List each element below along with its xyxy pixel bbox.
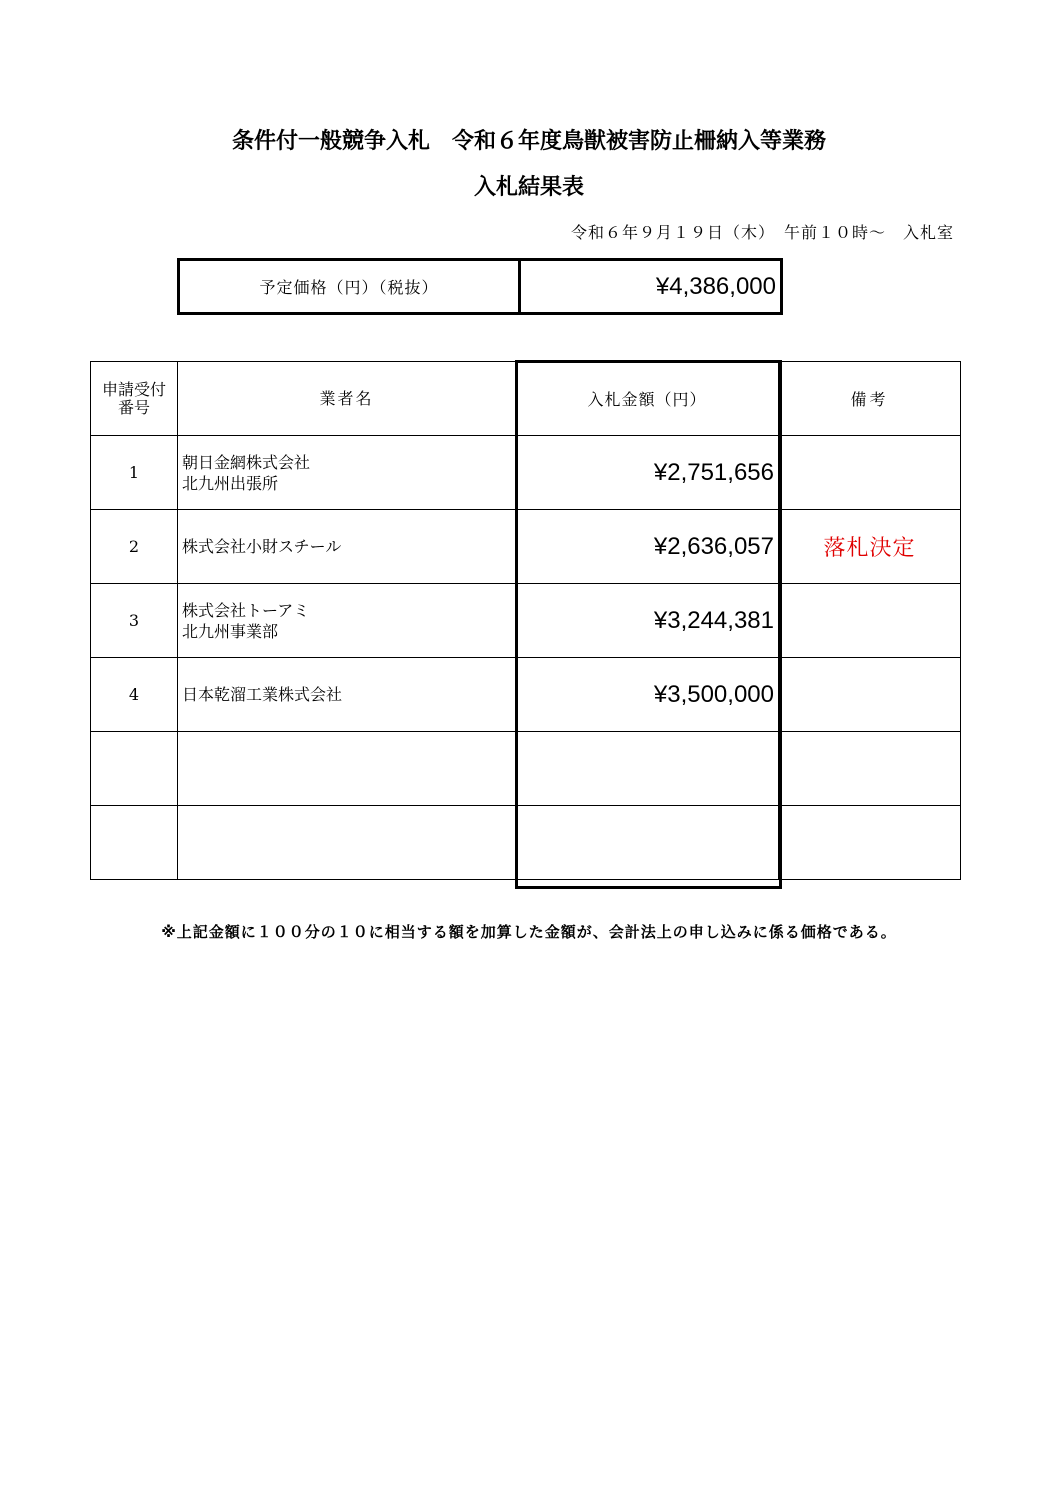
company-name: 株式会社トーアミ xyxy=(182,600,310,620)
row-company xyxy=(178,658,516,732)
header-number xyxy=(91,362,178,436)
header-amount: 入札金額（円） xyxy=(516,362,779,436)
table-row xyxy=(91,510,961,584)
document-subtitle: 入札結果表 xyxy=(473,175,584,200)
table-row xyxy=(91,436,961,510)
table-header-row xyxy=(91,362,961,436)
row-amount: ¥2,751,656 xyxy=(516,436,779,510)
row-remark xyxy=(779,658,961,732)
row-number: 2 xyxy=(91,510,178,584)
bid-results-table xyxy=(90,361,961,880)
empty-cell xyxy=(516,806,779,880)
company-branch: 北九州出張所 xyxy=(182,473,279,493)
header-number-line1: 申請受付 xyxy=(101,379,166,399)
table-row-empty xyxy=(91,732,961,806)
empty-cell xyxy=(91,806,178,880)
empty-cell xyxy=(779,806,961,880)
empty-cell xyxy=(178,806,516,880)
row-number: 1 xyxy=(91,436,178,510)
header-remarks: 備考 xyxy=(779,362,961,436)
empty-cell xyxy=(178,732,516,806)
company-name: 株式会社小財スチール xyxy=(182,537,342,556)
empty-cell xyxy=(516,732,779,806)
planned-price-label: 予定価格（円）（税抜） xyxy=(180,261,521,312)
row-company xyxy=(178,510,516,584)
header-number-line2: 番号 xyxy=(117,397,150,417)
bid-datetime: 令和６年９月１９日（木） 午前１０時～ 入札室 xyxy=(570,223,954,242)
company-name: 日本乾溜工業株式会社 xyxy=(182,685,343,704)
table-row xyxy=(91,584,961,658)
company-branch: 北九州事業部 xyxy=(182,621,279,641)
header-company: 業者名 xyxy=(178,362,516,436)
award-remark: 落札決定 xyxy=(779,510,961,584)
footnote: ※上記金額に１００分の１０に相当する額を加算した金額が、会計法上の申し込みに係る価格である。 xyxy=(161,923,897,941)
empty-cell xyxy=(779,732,961,806)
planned-price-box xyxy=(177,258,783,315)
row-amount: ¥3,244,381 xyxy=(516,584,779,658)
row-amount: ¥3,500,000 xyxy=(516,658,779,732)
table-row xyxy=(91,658,961,732)
table-row-empty xyxy=(91,806,961,880)
row-number: 4 xyxy=(91,658,178,732)
document-title: 条件付一般競争入札 令和６年度鳥獣被害防止柵納入等業務 xyxy=(231,129,826,154)
row-amount: ¥2,636,057 xyxy=(516,510,779,584)
row-remark xyxy=(779,584,961,658)
row-company xyxy=(178,436,516,510)
planned-price-value: ¥4,386,000 xyxy=(655,272,776,300)
row-number: 3 xyxy=(91,584,178,658)
empty-cell xyxy=(91,732,178,806)
row-company xyxy=(178,584,516,658)
company-name: 朝日金網株式会社 xyxy=(182,452,311,472)
row-remark xyxy=(779,436,961,510)
